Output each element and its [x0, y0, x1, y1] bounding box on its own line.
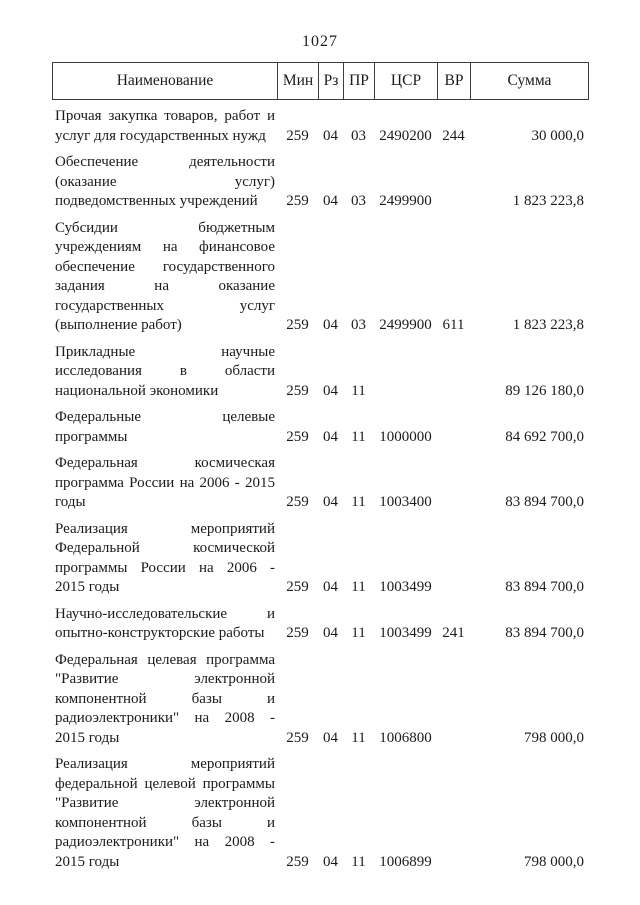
cell-pr: 11	[351, 729, 366, 746]
table-row	[53, 408, 588, 447]
cell-name	[53, 755, 277, 872]
name-line: компонентной базы и	[55, 814, 275, 831]
name-line: годы	[55, 494, 86, 510]
cell-csr: 2499900	[379, 317, 432, 333]
name-line: Научно-исследовательские и	[55, 605, 275, 622]
cell-sum: 84 692 700,0	[505, 428, 584, 445]
table-row	[53, 605, 588, 644]
cell-min: 259	[286, 193, 309, 209]
header-cell-rz: Рз	[318, 63, 343, 99]
table-row	[53, 343, 588, 402]
cell-sum: 83 894 700,0	[505, 625, 584, 641]
header-cell-pr: ПР	[343, 63, 374, 99]
name-line: Субсидии бюджетным	[55, 219, 275, 236]
header-cell-name: Наименование	[116, 72, 214, 89]
cell-csr: 2490200	[379, 127, 432, 144]
name-line: программа России на 2006 - 2015	[55, 474, 275, 491]
header-cell-sum: Сумма	[470, 63, 588, 99]
cell-min: 259	[286, 579, 309, 595]
cell-rz: 04	[323, 428, 338, 445]
name-line: компонентной базы и	[55, 690, 275, 707]
table-row	[53, 153, 588, 212]
cell-sum: 798 000,0	[524, 853, 584, 870]
table-row	[53, 454, 588, 513]
cell-rz: 04	[323, 579, 338, 595]
name-line: радиоэлектроники" на 2008 -	[55, 834, 275, 850]
cell-name	[53, 343, 277, 402]
table-row	[53, 219, 588, 336]
cell-vr: 611	[442, 317, 465, 333]
cell-min: 259	[286, 729, 309, 746]
cell-csr: 1003499	[379, 625, 432, 641]
cell-min: 259	[286, 317, 309, 333]
cell-pr: 11	[351, 428, 366, 445]
name-line: Прикладные научные	[55, 343, 275, 360]
cell-rz: 04	[323, 317, 338, 333]
table-header	[52, 62, 589, 100]
cell-sum: 798 000,0	[524, 729, 584, 746]
name-line: национальной экономики	[55, 382, 219, 399]
cell-sum: 89 126 180,0	[505, 382, 584, 399]
name-line: федеральной целевой программы	[55, 775, 275, 792]
cell-sum: 1 823 223,8	[512, 317, 584, 333]
cell-rz: 04	[323, 625, 338, 641]
table-row	[53, 651, 588, 749]
cell-rz: 04	[323, 853, 338, 870]
name-line: 2015 годы	[55, 853, 120, 870]
cell-min: 259	[286, 428, 309, 445]
cell-pr: 03	[351, 193, 366, 209]
cell-pr: 03	[351, 127, 366, 144]
cell-csr: 1003499	[379, 579, 432, 595]
header-cell-vr: ВР	[437, 63, 470, 99]
cell-pr: 11	[351, 494, 366, 510]
name-line: "Развитие электронной	[55, 671, 275, 687]
cell-pr: 11	[351, 579, 366, 595]
cell-rz: 04	[323, 193, 338, 209]
budget-table	[53, 62, 588, 872]
cell-name	[53, 454, 277, 513]
cell-name	[53, 520, 277, 598]
table-row	[53, 520, 588, 598]
name-line: (оказание услуг)	[55, 173, 275, 190]
cell-sum: 83 894 700,0	[505, 494, 584, 510]
name-line: "Развитие электронной	[55, 795, 275, 811]
header-cell-csr: ЦСР	[374, 63, 437, 99]
name-line: радиоэлектроники" на 2008 -	[55, 710, 275, 726]
cell-csr: 1006899	[379, 853, 432, 870]
name-line: Прочая закупка товаров, работ и	[55, 108, 275, 124]
cell-sum: 83 894 700,0	[505, 579, 584, 595]
name-line: Федеральная целевая программа	[55, 651, 275, 668]
name-line: опытно-конструкторские работы	[55, 625, 265, 641]
cell-min: 259	[286, 382, 309, 399]
cell-rz: 04	[323, 494, 338, 510]
name-line: Реализация мероприятий	[55, 756, 275, 772]
cell-min: 259	[286, 853, 309, 870]
name-line: услуг для государственных нужд	[55, 127, 266, 144]
name-line: программы России на 2006 -	[55, 559, 275, 576]
name-line: Реализация мероприятий	[55, 520, 275, 537]
name-line: государственных услуг	[55, 297, 275, 314]
cell-name	[53, 219, 277, 336]
cell-vr: 241	[442, 625, 465, 641]
cell-csr: 2499900	[379, 193, 432, 209]
cell-rz: 04	[323, 382, 338, 399]
cell-name	[53, 153, 277, 212]
name-line: подведомственных учреждений	[55, 193, 258, 209]
cell-pr: 11	[351, 625, 366, 641]
cell-vr: 244	[442, 127, 465, 144]
cell-csr: 1000000	[379, 428, 432, 445]
cell-sum: 30 000,0	[531, 127, 584, 144]
cell-pr: 03	[351, 317, 366, 333]
name-line: исследования в области	[55, 363, 275, 379]
cell-name	[53, 408, 277, 447]
cell-csr: 1006800	[379, 729, 432, 746]
name-line: Обеспечение деятельности	[55, 154, 275, 170]
cell-pr: 11	[351, 853, 366, 870]
name-line: Федеральная космическая	[55, 455, 275, 471]
table-row	[53, 755, 588, 872]
cell-name	[53, 107, 277, 146]
cell-sum: 1 823 223,8	[512, 193, 584, 209]
cell-min: 259	[286, 127, 309, 144]
name-line: программы	[55, 428, 128, 445]
cell-name	[53, 651, 277, 749]
cell-rz: 04	[323, 729, 338, 746]
name-line: Федеральные целевые	[55, 409, 275, 425]
cell-rz: 04	[323, 127, 338, 144]
cell-min: 259	[286, 625, 309, 641]
name-line: учреждениям на финансовое	[55, 239, 275, 255]
name-line: (выполнение работ)	[55, 317, 182, 333]
cell-min: 259	[286, 494, 309, 510]
table-row	[53, 107, 588, 146]
name-line: 2015 годы	[55, 579, 120, 595]
name-line: задания на оказание	[55, 278, 275, 294]
cell-name	[53, 605, 277, 644]
name-line: обеспечение государственного	[55, 258, 275, 275]
page-number: 1027	[302, 33, 338, 50]
cell-pr: 11	[351, 382, 366, 399]
table-body	[53, 107, 588, 872]
name-line: 2015 годы	[55, 729, 120, 746]
cell-csr: 1003400	[379, 494, 432, 510]
header-cell-min: Мин	[277, 63, 318, 99]
name-line: Федеральной космической	[55, 540, 275, 556]
